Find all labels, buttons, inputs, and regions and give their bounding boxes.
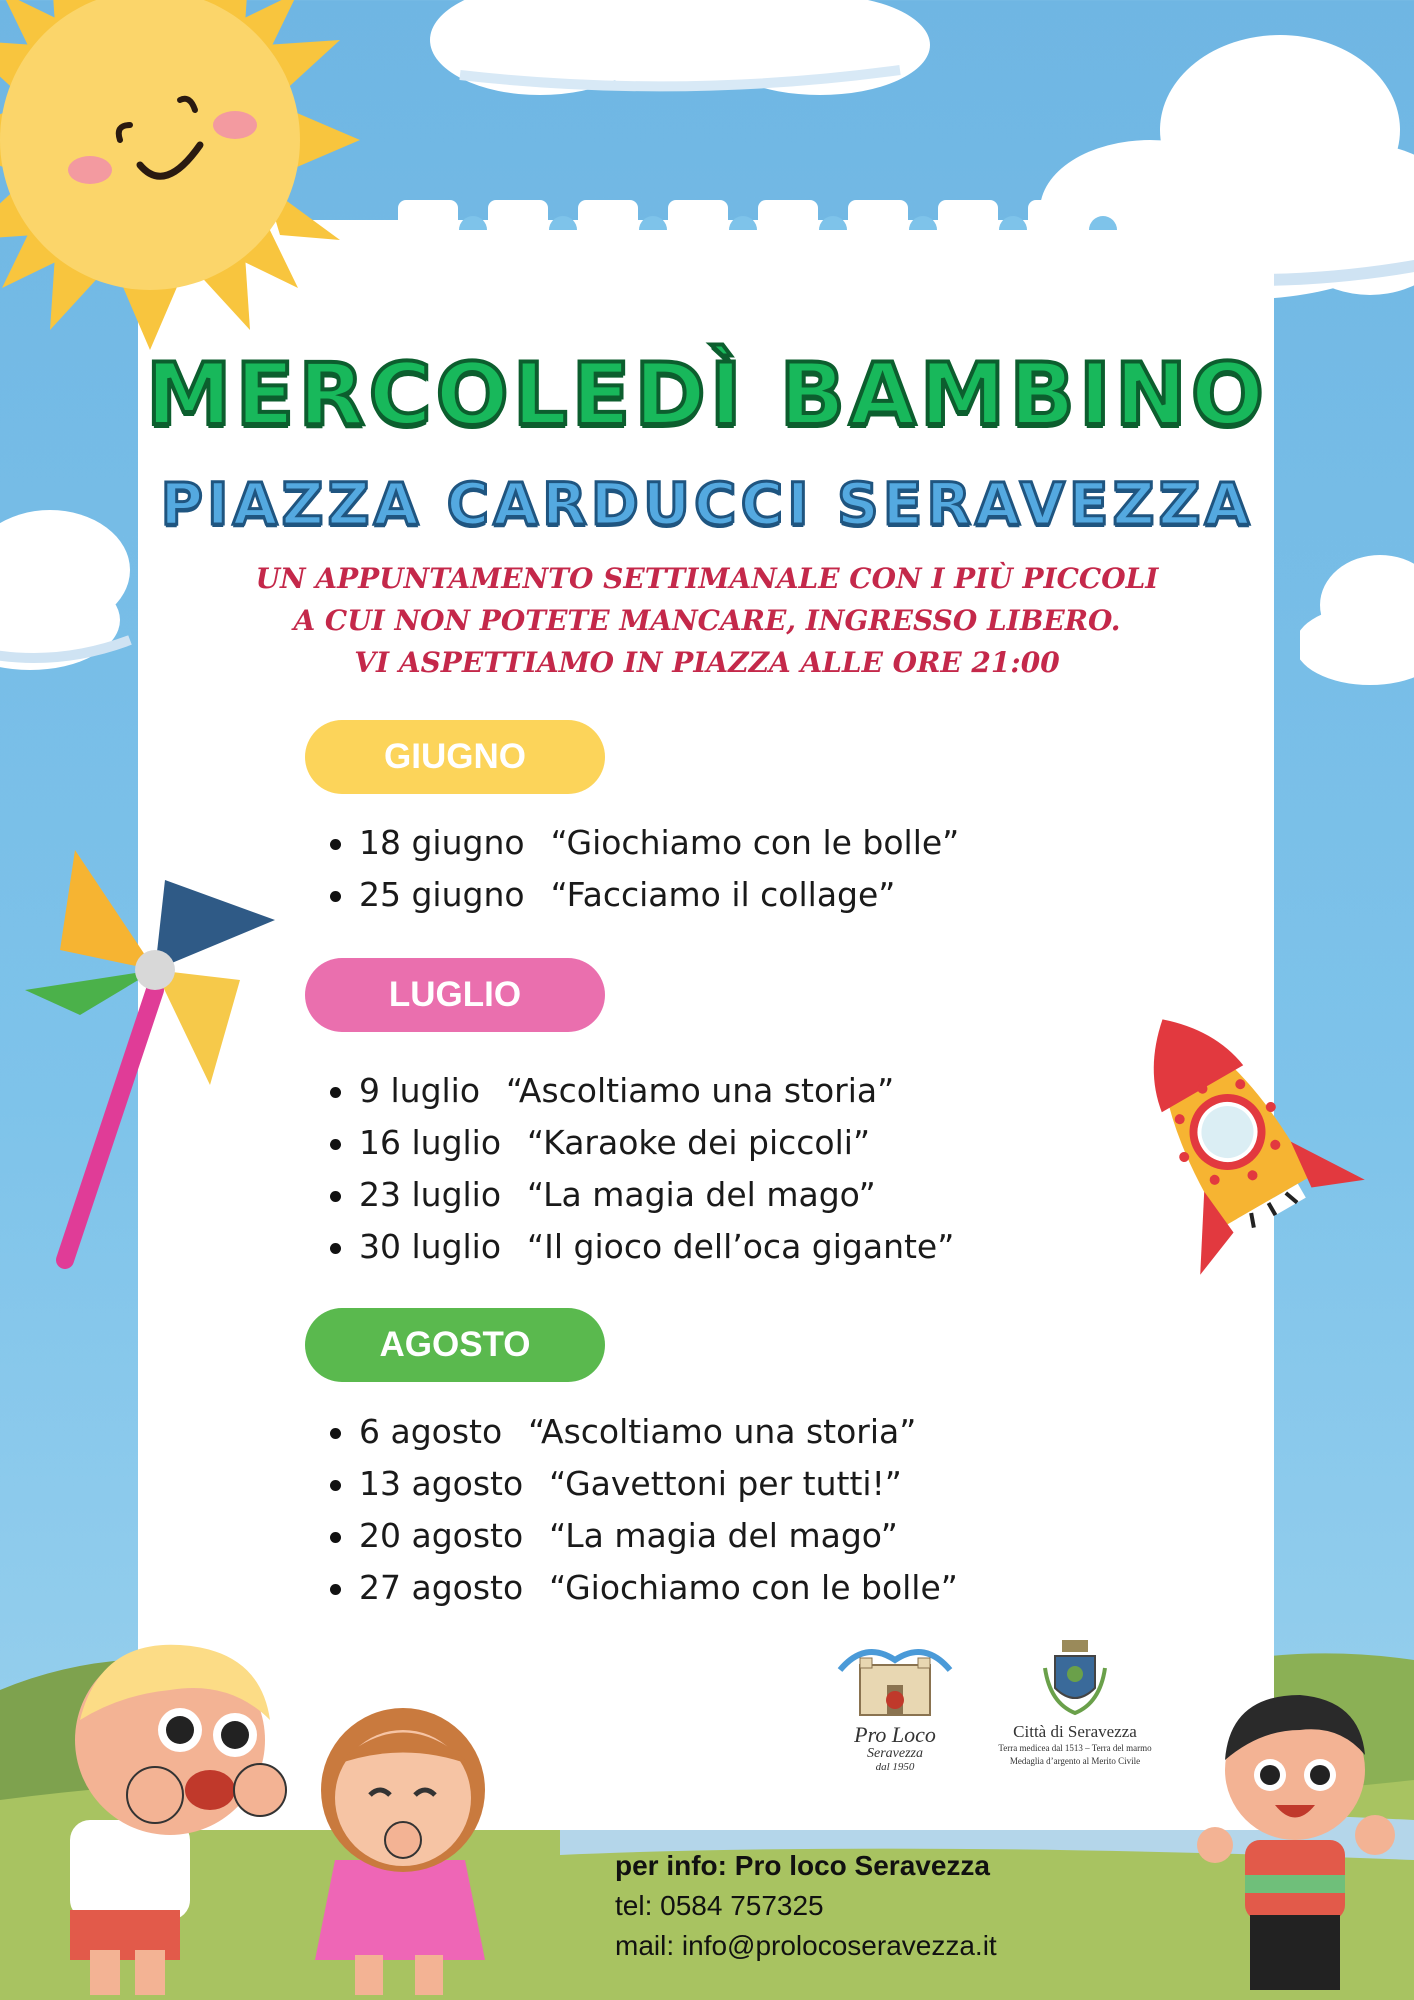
list-item bbox=[330, 1562, 958, 1614]
list-item bbox=[330, 1221, 954, 1273]
event-title: “Karaoke dei piccoli” bbox=[527, 1123, 871, 1162]
list-item bbox=[330, 1510, 958, 1562]
child-waving-icon bbox=[1190, 1670, 1410, 2000]
intro-line: VI ASPETTIAMO IN PIAZZA ALLE ORE 21:00 bbox=[354, 646, 1060, 679]
bullet bbox=[330, 839, 341, 850]
bullet bbox=[330, 1191, 341, 1202]
page-subtitle: PIAZZA CARDUCCI SERAVEZZA bbox=[160, 470, 1254, 538]
event-title: “Ascoltiamo una storia” bbox=[506, 1071, 895, 1110]
intro-line: A CUI NON POTETE MANCARE, INGRESSO LIBERO. bbox=[293, 604, 1121, 637]
bullet bbox=[330, 1428, 341, 1439]
comune-motto: Terra medicea dal 1513 – Terra del marmo bbox=[998, 1743, 1152, 1753]
rocket-icon bbox=[1090, 980, 1380, 1310]
event-title: “Il gioco dell’oca gigante” bbox=[527, 1227, 955, 1266]
month-badge-giugno: GIUGNO bbox=[305, 720, 605, 794]
event-title: “La magia del mago” bbox=[549, 1516, 898, 1555]
comune-name: Città di Seravezza bbox=[1013, 1722, 1137, 1741]
event-date: 16 luglio bbox=[359, 1123, 502, 1162]
intro-line: UN APPUNTAMENTO SETTIMANALE CON I PIÙ PICCOLI bbox=[255, 562, 1159, 595]
event-date: 6 agosto bbox=[359, 1412, 503, 1451]
page-title: MERCOLEDÌ BAMBINO bbox=[146, 345, 1268, 445]
list-item bbox=[330, 1169, 954, 1221]
event-date: 25 giugno bbox=[359, 875, 525, 914]
month-badge-agosto: AGOSTO bbox=[305, 1308, 605, 1382]
footer-phone[interactable]: tel: 0584 757325 bbox=[615, 1890, 824, 1921]
bullet bbox=[330, 1584, 341, 1595]
event-date: 27 agosto bbox=[359, 1568, 524, 1607]
event-title: “Facciamo il collage” bbox=[550, 875, 896, 914]
event-list-luglio bbox=[330, 1065, 954, 1273]
list-item bbox=[330, 1406, 958, 1458]
month-badge-luglio: LUGLIO bbox=[305, 958, 605, 1032]
event-title: “Ascoltiamo una storia” bbox=[528, 1412, 917, 1451]
footer-email[interactable]: mail: info@prolocoseravezza.it bbox=[615, 1930, 997, 1961]
event-date: 30 luglio bbox=[359, 1227, 502, 1266]
list-item bbox=[330, 1065, 954, 1117]
bullet bbox=[330, 1087, 341, 1098]
event-date: 18 giugno bbox=[359, 823, 525, 862]
child-boy-icon bbox=[50, 1620, 290, 2000]
sun-icon bbox=[0, 0, 360, 350]
proloco-logo bbox=[835, 1640, 955, 1773]
list-item bbox=[330, 1117, 954, 1169]
event-title: “Giochiamo con le bolle” bbox=[550, 823, 960, 862]
proloco-town: Seravezza bbox=[867, 1746, 923, 1761]
event-date: 20 agosto bbox=[359, 1516, 524, 1555]
bullet bbox=[330, 1532, 341, 1543]
comune-logo bbox=[975, 1638, 1175, 1778]
event-title: “La magia del mago” bbox=[527, 1175, 876, 1214]
event-date: 9 luglio bbox=[359, 1071, 481, 1110]
proloco-since: dal 1950 bbox=[875, 1761, 915, 1773]
bullet bbox=[330, 1139, 341, 1150]
cloud-icon bbox=[420, 0, 940, 110]
bullet bbox=[330, 1480, 341, 1491]
list-item bbox=[330, 1458, 958, 1510]
coat-of-arms-icon bbox=[1040, 1638, 1110, 1718]
event-date: 23 luglio bbox=[359, 1175, 502, 1214]
event-title: “Giochiamo con le bolle” bbox=[549, 1568, 958, 1607]
bullet bbox=[330, 891, 341, 902]
event-date: 13 agosto bbox=[359, 1464, 524, 1503]
event-title: “Gavettoni per tutti!” bbox=[549, 1464, 902, 1503]
event-list-giugno bbox=[330, 817, 959, 921]
bullet bbox=[330, 1243, 341, 1254]
list-item bbox=[330, 817, 959, 869]
list-item bbox=[330, 869, 959, 921]
comune-medal: Medaglia d’argento al Merito Civile bbox=[1009, 1756, 1141, 1766]
child-girl-icon bbox=[295, 1680, 515, 2000]
proloco-name: Pro Loco bbox=[854, 1722, 936, 1747]
event-list-agosto bbox=[330, 1406, 958, 1614]
footer-info: per info: Pro loco Seravezza bbox=[615, 1850, 990, 1881]
castle-icon bbox=[835, 1640, 955, 1720]
pinwheel-icon bbox=[20, 840, 280, 1270]
